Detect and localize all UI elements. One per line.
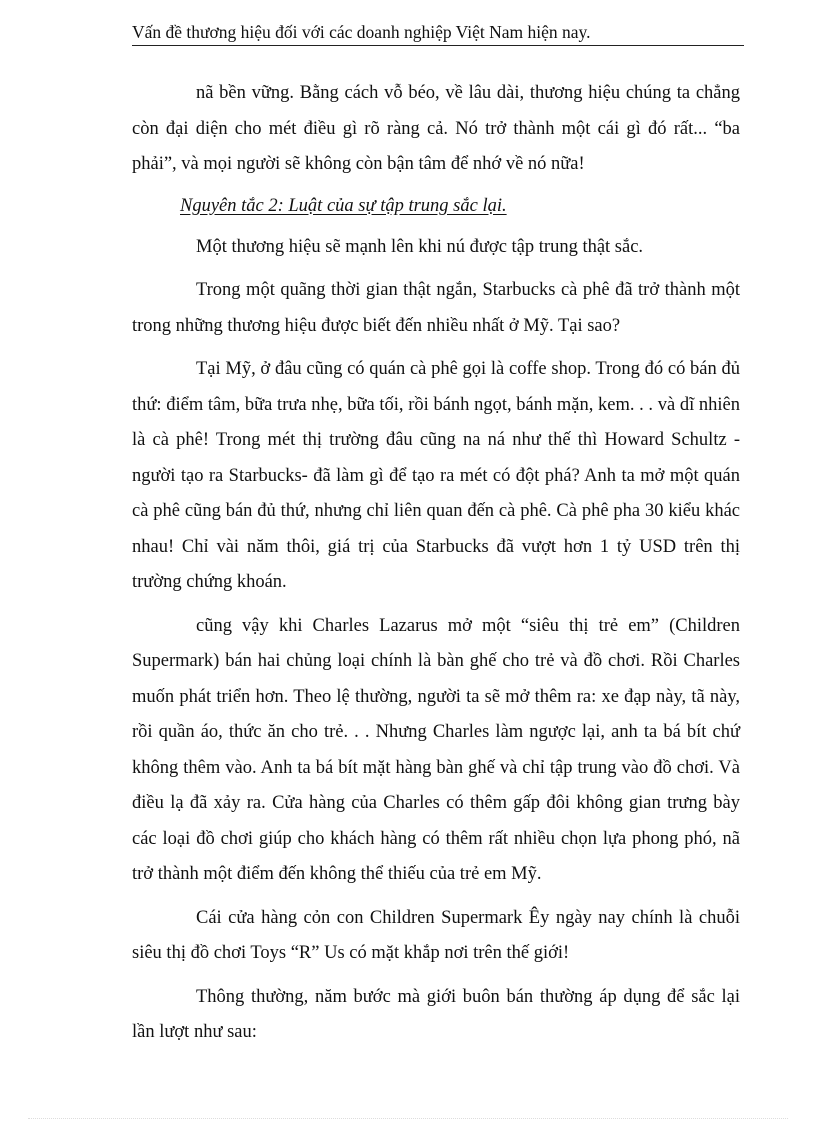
document-body — [132, 76, 740, 1051]
subheading-text: Nguyên tắc 2: Luật của sự tập trung sắc lại. — [180, 195, 507, 216]
running-header: Vấn đề thương hiệu đối với các doanh nghiệp Việt Nam hiện nay. — [132, 20, 744, 46]
section-subheading — [132, 189, 740, 224]
paragraph-focus-principle: Một thương hiệu sẽ mạnh lên khi nú được tập trung thật sắc. — [196, 236, 644, 257]
paragraph-charles-lazarus: cũng vậy khi Charles Lazarus mở một “siêu thị trẻ em” (Children Supermark) bán hai chủng loại chính là bàn ghế cho trẻ và đồ chơi. Rồi Charles muốn phát triển hơn. Theo lệ thường, người ta sẽ mở thêm ra: xe đạp này, tã này, rồi quần áo, thức ăn cho trẻ. . . Nhưng Charles làm ngược lại, anh ta bá bít chứ không thêm vào. Anh ta bá bít mặt hàng bàn ghế và chỉ tập trung vào đồ chơi. Và điều lạ đã xảy ra. Cửa hàng của Charles có thêm gấp đôi không gian trưng bày các loại đồ chơi giúp cho khách hàng có thêm rất nhiều chọn lựa phong phó, nã trở thành một điểm đến không thể thiếu của trẻ em Mỹ. — [132, 615, 740, 884]
paragraph-toys-r-us: Cái cửa hàng cỏn con Children Supermark Êy ngày nay chính là chuỗi siêu thị đồ chơi Toys “R” Us có mặt khắp nơi trên thế giới! — [132, 907, 740, 963]
paragraph-coffee-shop: Tại Mỹ, ở đâu cũng có quán cà phê gọi là coffe shop. Trong đó có bán đủ thứ: điểm tâm, bữa trưa nhẹ, bữa tối, rồi bánh ngọt, bánh mặn, kem. . . và dĩ nhiên là cà phê! Trong mét thị trường đâu cũng na ná như thế thì Howard Schultz - người tạo ra Starbucks- đã làm gì để tạo ra mét có đột phá? Anh ta mở một quán cà phê cũng bán đủ thứ, nhưng chỉ liên quan đến cà phê. Cà phê pha 30 kiểu khác nhau! Chỉ vài năm thôi, giá trị của Starbucks đã vượt hơn 1 tỷ USD trên thị trường chứng khoán. — [132, 359, 740, 592]
paragraph-five-steps: Thông thường, năm bước mà giới buôn bán thường áp dụng để sắc lại lần lượt như sau: — [132, 986, 740, 1042]
page-bottom-rule — [28, 1118, 788, 1119]
paragraph-starbucks-question: Trong một quãng thời gian thật ngắn, Starbucks cà phê đã trở thành một trong những thương hiệu được biết đến nhiều nhất ở Mỹ. Tại sao? — [132, 280, 740, 336]
paragraph-intro: nã bền vững. Bằng cách vỗ béo, về lâu dài, thương hiệu chúng ta chẳng còn đại diện cho mét điều gì rõ ràng cả. Nó trở thành một cái gì đó rất... “ba phải”, và mọi người sẽ không còn bận tâm để nhớ về nó nữa! — [132, 83, 740, 174]
